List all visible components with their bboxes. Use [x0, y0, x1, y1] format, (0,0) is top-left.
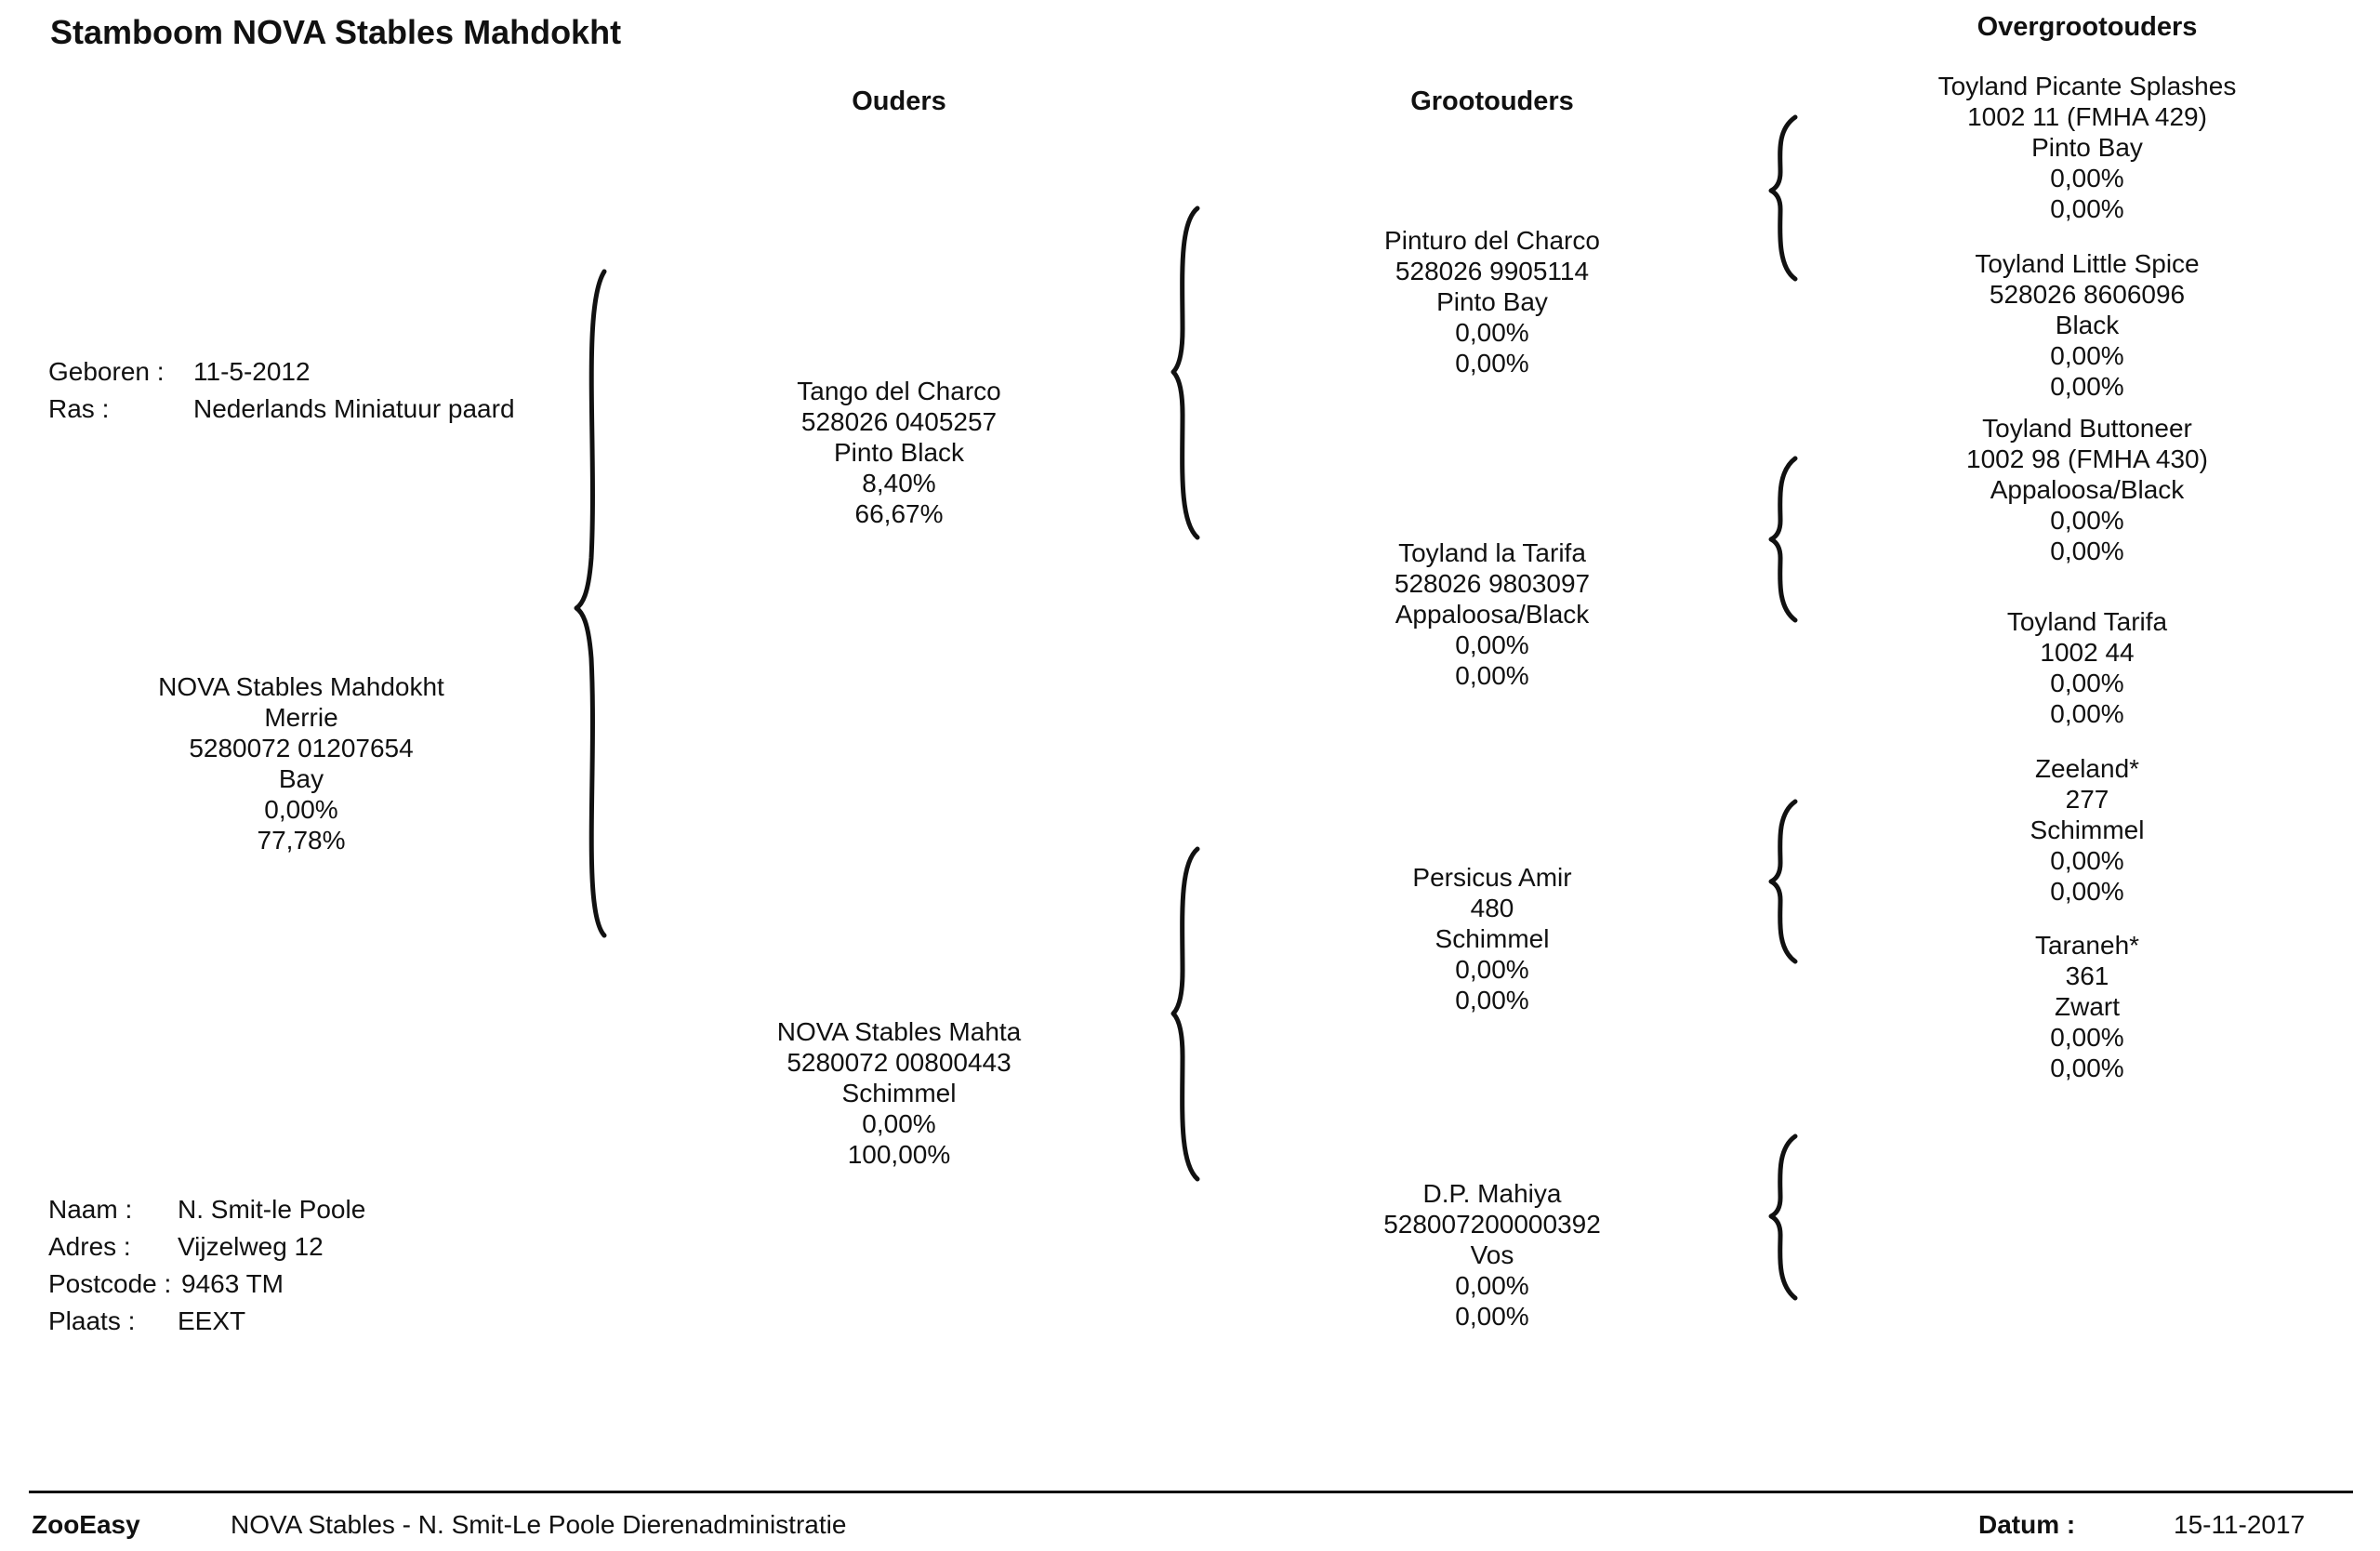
entry-name: Zeeland* — [2034, 754, 2140, 783]
entry-registration: 528007200000392 — [1383, 1210, 1601, 1239]
owner-name-row — [48, 1191, 365, 1228]
entry-name: Toyland Buttoneer — [1982, 414, 2192, 443]
entry-name: Toyland la Tarifa — [1398, 538, 1586, 567]
entry-registration: 361 — [2065, 961, 2109, 990]
entry-color: Schimmel — [1435, 924, 1550, 953]
brace-subject — [576, 272, 604, 935]
entry-percentage: 0,00% — [2050, 877, 2124, 906]
owner-address-row — [48, 1228, 365, 1266]
entry-name: Toyland Tarifa — [2006, 607, 2168, 636]
subject-percentage: 77,78% — [257, 826, 346, 855]
entry-percentage: 66,67% — [854, 499, 944, 528]
entry-inbreeding: 0,00% — [2050, 669, 2124, 697]
entry-registration: 528026 0405257 — [800, 407, 998, 436]
column-header-grandparents: Grootouders — [1410, 86, 1574, 116]
entry-registration: 1002 98 (FMHA 430) — [1966, 444, 2208, 473]
entry-inbreeding: 0,00% — [2050, 846, 2124, 875]
owner-postcode-value: 9463 TM — [181, 1269, 284, 1298]
entry-registration: 1002 44 — [2040, 638, 2135, 667]
entry-name: Toyland Picante Splashes — [1937, 72, 2237, 100]
entry-name: Toyland Little Spice — [1975, 249, 2200, 278]
footer-date-value: 15-11-2017 — [2174, 1510, 2306, 1539]
entry-registration: 1002 11 (FMHA 429) — [1967, 102, 2207, 131]
owner-postcode-row — [48, 1266, 365, 1303]
entry-name: Pinturo del Charco — [1384, 226, 1600, 255]
entry-percentage: 0,00% — [2050, 1054, 2124, 1082]
owner-address-label: Adres : — [48, 1232, 131, 1261]
owner-postcode-label: Postcode : — [48, 1269, 172, 1298]
entry-percentage: 0,00% — [1455, 661, 1529, 690]
entry-inbreeding: 0,00% — [1455, 955, 1529, 984]
entry-inbreeding: 0,00% — [2050, 164, 2124, 192]
entry-percentage: 0,00% — [1455, 986, 1529, 1014]
entry-color: Appaloosa/Black — [1395, 600, 1590, 629]
breed-value: Nederlands Miniatuur paard — [193, 394, 515, 423]
footer-brand: ZooEasy — [32, 1510, 140, 1539]
entry-inbreeding: 0,00% — [2050, 341, 2124, 370]
entry-registration: 528026 9905114 — [1395, 257, 1590, 285]
entry-percentage: 0,00% — [2050, 537, 2124, 565]
owner-city-label: Plaats : — [48, 1306, 136, 1335]
subject-inbreeding: 0,00% — [264, 795, 338, 824]
entry-inbreeding: 0,00% — [2050, 506, 2124, 535]
subject-sex: Merrie — [264, 703, 338, 732]
subject-name: NOVA Stables Mahdokht — [158, 672, 444, 701]
brace-grandparent-1 — [1771, 117, 1795, 279]
entry-name: Taraneh* — [2034, 931, 2140, 960]
entry-inbreeding: 0,00% — [862, 1109, 936, 1138]
entry-percentage: 0,00% — [1455, 1302, 1529, 1331]
entry-registration: 277 — [2065, 785, 2109, 814]
breed-label: Ras : — [48, 394, 110, 423]
entry-percentage: 100,00% — [847, 1140, 951, 1169]
entry-inbreeding: 0,00% — [1455, 1271, 1529, 1300]
entry-registration: 5280072 00800443 — [787, 1048, 1012, 1077]
entry-percentage: 0,00% — [1455, 349, 1529, 378]
subject-color: Bay — [278, 764, 324, 793]
born-value: 11-5-2012 — [193, 357, 311, 386]
entry-percentage: 0,00% — [2050, 699, 2124, 728]
brace-grandparent-3 — [1771, 802, 1795, 961]
entry-registration: 528026 8606096 — [1989, 280, 2186, 309]
entry-inbreeding: 0,00% — [1455, 318, 1529, 347]
entry-name: Persicus Amir — [1412, 863, 1572, 892]
owner-city-row — [48, 1303, 365, 1340]
entry-inbreeding: 0,00% — [1455, 630, 1529, 659]
entry-color: Appaloosa/Black — [1990, 475, 2185, 504]
brace-grandparent-2 — [1771, 458, 1795, 620]
entry-registration: 480 — [1470, 894, 1514, 922]
subject-registration: 5280072 01207654 — [189, 734, 414, 762]
entry-inbreeding: 8,40% — [862, 469, 936, 497]
owner-address-value: Vijzelweg 12 — [178, 1232, 324, 1261]
owner-city-value: EEXT — [178, 1306, 246, 1335]
column-header-parents: Ouders — [852, 86, 946, 116]
brace-parent-dam — [1173, 849, 1197, 1179]
entry-color: Pinto Bay — [2031, 133, 2143, 162]
owner-name-value: N. Smit-le Poole — [178, 1195, 366, 1224]
column-header-great-grandparents: Overgrootouders — [1977, 12, 2198, 42]
entry-color: Vos — [1470, 1240, 1514, 1269]
entry-inbreeding: 0,00% — [2050, 1023, 2124, 1052]
born-label: Geboren : — [48, 357, 165, 386]
entry-color: Black — [2055, 311, 2120, 339]
entry-percentage: 0,00% — [2050, 372, 2124, 401]
entry-color: Schimmel — [2030, 815, 2145, 844]
owner-info — [48, 1191, 365, 1340]
brace-grandparent-4 — [1771, 1136, 1795, 1298]
owner-name-label: Naam : — [48, 1195, 133, 1224]
entry-name: Tango del Charco — [797, 377, 1001, 405]
entry-color: Pinto Black — [833, 438, 965, 467]
entry-color: Schimmel — [841, 1079, 957, 1107]
entry-registration: 528026 9803097 — [1394, 569, 1591, 598]
footer-date-label: Datum : — [1978, 1510, 2076, 1539]
entry-color: Pinto Bay — [1436, 287, 1548, 316]
page-title: Stamboom NOVA Stables Mahdokht — [50, 13, 622, 51]
entry-percentage: 0,00% — [2050, 194, 2124, 223]
entry-name: NOVA Stables Mahta — [776, 1017, 1022, 1046]
entry-name: D.P. Mahiya — [1422, 1179, 1562, 1208]
brace-parent-sire — [1173, 208, 1197, 537]
footer-organization: NOVA Stables - N. Smit-Le Poole Dierenadministratie — [231, 1510, 847, 1539]
footer-divider — [29, 1491, 2353, 1493]
entry-color: Zwart — [2055, 992, 2120, 1021]
